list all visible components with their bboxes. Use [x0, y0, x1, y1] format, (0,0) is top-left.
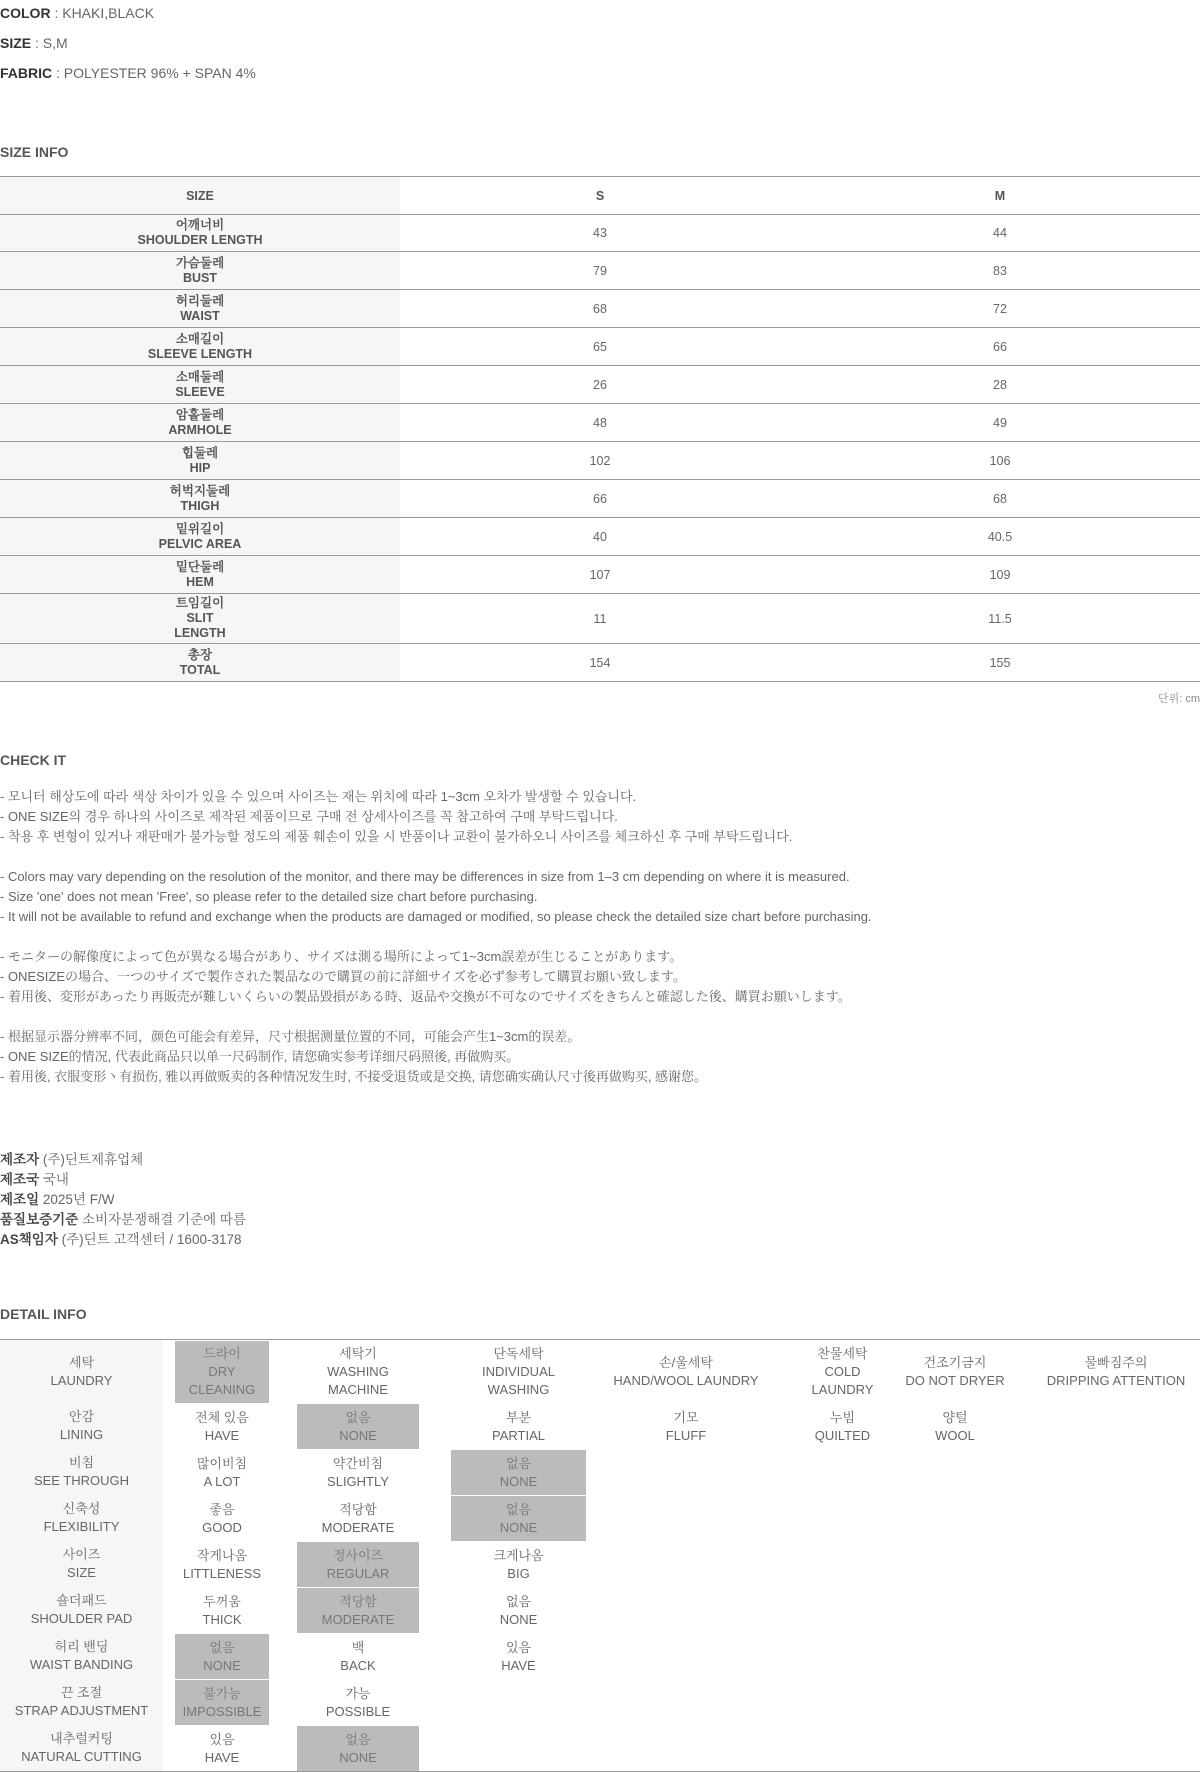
size-value-m: 72 [800, 290, 1200, 328]
header-s: S [400, 177, 800, 215]
detail-row-label [0, 1587, 163, 1633]
detail-option [798, 1341, 887, 1403]
detail-option-text: 없음 [209, 1639, 235, 1655]
detail-label-text: SEE THROUGH [33, 1473, 130, 1488]
detail-option-selected [297, 1588, 419, 1633]
detail-label-text: FLEXIBILITY [43, 1519, 120, 1534]
size-row-label [0, 594, 400, 644]
size-value-m: 49 [800, 404, 1200, 442]
notice-line: - It will not be available to refund and exchange when the products are damaged or modified, so please check the detailed size chart before purchasing. [0, 909, 872, 924]
detail-row-label [0, 1633, 163, 1679]
detail-option-text: 부분 [505, 1409, 532, 1425]
size-value-s: 11 [400, 594, 800, 644]
detail-option [898, 1341, 1012, 1403]
label-ko: 소매길이 [175, 331, 225, 346]
detail-option-text: DO NOT DRYER [905, 1373, 1005, 1388]
detail-option [175, 1404, 269, 1449]
detail-label-text: STRAP ADJUSTMENT [14, 1703, 149, 1718]
detail-option-text: CLEANING [188, 1382, 256, 1397]
detail-label-text: 허리 밴딩 [54, 1639, 109, 1654]
detail-option-text: 찬물세탁 [817, 1346, 868, 1361]
notice-line: - Size 'one' does not mean 'Free', so please refer to the detailed size chart before purchasing. [0, 889, 538, 904]
label-ko: 가슴둘레 [175, 255, 225, 270]
detail-option-text: 있음 [505, 1639, 532, 1655]
detail-option [297, 1450, 419, 1495]
detail-option [451, 1634, 586, 1679]
check-it-title: CHECK IT [0, 752, 67, 768]
label-en: HIP [189, 460, 211, 475]
detail-option [297, 1341, 419, 1403]
detail-option-text: 물빠짐주의 [1084, 1355, 1148, 1370]
notice-line: - 모니터 해상도에 따라 색상 차이가 있을 수 있으며 사이즈는 재는 위치에 따라 1~3cm 오차가 발생할 수 있습니다. [0, 789, 637, 804]
size-row-label [0, 290, 400, 328]
check-it-notes [0, 787, 872, 1107]
detail-option-text: LITTLENESS [182, 1565, 262, 1581]
size-row [0, 328, 1200, 366]
maker-value: 소비자분쟁해결 기준에 따름 [78, 1212, 246, 1227]
size-row [0, 442, 1200, 480]
detail-option-text: 누빔 [829, 1409, 856, 1425]
detail-option-text: 적당함 [339, 1593, 377, 1609]
label-en: TOTAL [179, 662, 221, 677]
notice-line: - ONE SIZE의 경우 하나의 사이즈로 제작된 제품이므로 구매 전 상세사이즈를 꼭 참고하여 구매 부탁드립니다. [0, 809, 618, 824]
label-ko: 힙둘레 [181, 445, 219, 460]
size-value-s: 26 [400, 366, 800, 404]
detail-label-text: SHOULDER PAD [30, 1611, 133, 1626]
detail-option-text: 약간비침 [332, 1455, 384, 1471]
label-en: ARMHOLE [168, 422, 232, 437]
detail-option-selected [175, 1680, 269, 1725]
detail-option [451, 1588, 586, 1633]
detail-option [1032, 1341, 1200, 1403]
maker-info [0, 1150, 246, 1250]
detail-label-text: NATURAL CUTTING [21, 1749, 142, 1764]
label-en: THIGH [180, 498, 220, 513]
label-en: WAIST [180, 308, 220, 323]
detail-option-text: 좋음 [209, 1501, 235, 1517]
maker-value: 2025년 F/W [39, 1192, 115, 1207]
detail-label-text: 끈 조절 [60, 1685, 103, 1700]
detail-option-text: 기모 [673, 1409, 699, 1425]
detail-label-text: LINING [59, 1427, 104, 1442]
detail-option-text: GOOD [202, 1519, 242, 1535]
label-ko: 총장 [187, 647, 213, 662]
size-row-label [0, 644, 400, 682]
detail-option [297, 1680, 419, 1725]
size-row-label [0, 518, 400, 556]
size-row [0, 290, 1200, 328]
detail-option [586, 1404, 786, 1449]
spec-value: : S,M [31, 35, 68, 51]
maker-key: 품질보증기준 [0, 1212, 79, 1227]
detail-option-text: COLD LAUNDRY [811, 1364, 874, 1397]
detail-option-text: 양털 [942, 1409, 968, 1425]
detail-option [175, 1588, 269, 1633]
detail-option-text: THICK [202, 1611, 242, 1627]
detail-option-text: 있음 [209, 1731, 235, 1747]
notice-block [0, 1027, 872, 1087]
detail-option-text: DRY [208, 1364, 236, 1379]
label-ko: 트임길이 [175, 596, 225, 610]
detail-option-text: 적당함 [339, 1501, 377, 1517]
detail-option-text: 드라이 [203, 1346, 241, 1361]
detail-option-text: WASHING MACHINE [327, 1364, 389, 1397]
detail-option-text: 단독세탁 [493, 1346, 544, 1361]
detail-option-text: INDIVIDUAL WASHING [482, 1364, 555, 1397]
detail-info-title: DETAIL INFO [0, 1306, 87, 1322]
detail-option-text: 크게나옴 [493, 1547, 544, 1563]
size-value-m: 109 [800, 556, 1200, 594]
detail-option-text: NONE [203, 1657, 241, 1673]
notice-line: - モニターの解像度によって色が異なる場合があり、サイズは測る場所によって1~3cm誤差が生じることがあります。 [0, 949, 683, 964]
size-row-label [0, 366, 400, 404]
notice-block [0, 787, 872, 847]
detail-label-text: 비침 [68, 1455, 95, 1470]
size-row-label [0, 556, 400, 594]
detail-top-divider [0, 1339, 1200, 1340]
size-row-label [0, 442, 400, 480]
spec-key: SIZE [0, 35, 32, 51]
detail-label-text: 안감 [68, 1409, 95, 1424]
size-row-label [0, 480, 400, 518]
maker-value: 국내 [39, 1172, 69, 1187]
detail-option-text: 작게나옴 [196, 1547, 248, 1563]
detail-option-text: 건조기금지 [923, 1355, 987, 1370]
detail-option-text: 세탁기 [339, 1346, 377, 1361]
detail-option-text: 불가능 [203, 1685, 241, 1701]
detail-option-text: 없음 [505, 1501, 532, 1517]
label-ko: 밑위길이 [175, 521, 225, 536]
detail-label-text: WAIST BANDING [29, 1657, 134, 1672]
detail-option [175, 1496, 269, 1541]
size-value-s: 40 [400, 518, 800, 556]
detail-option-text: WOOL [935, 1427, 975, 1443]
size-value-m: 155 [800, 644, 1200, 682]
detail-option-text: FLUFF [665, 1427, 707, 1443]
size-value-s: 65 [400, 328, 800, 366]
notice-line: - 着用後, 衣服变形丶有损伤, 雅以再做贩卖的各种情况发生时, 不接受退货或是交换, 请您确实确认尺寸後再做购买, 感谢您。 [0, 1069, 708, 1084]
size-value-s: 154 [400, 644, 800, 682]
detail-option-selected [451, 1496, 586, 1541]
size-row-label [0, 252, 400, 290]
detail-option-text: HAVE [204, 1749, 240, 1765]
size-value-m: 40.5 [800, 518, 1200, 556]
detail-option [297, 1496, 419, 1541]
detail-option-text: HAVE [204, 1427, 240, 1443]
size-info-title: SIZE INFO [0, 144, 69, 160]
label-en: SLIT [186, 611, 214, 625]
size-row-label [0, 215, 400, 252]
spec-key: COLOR [0, 5, 51, 21]
maker-value: (주)딘트 고객센터 / 1600-3178 [57, 1232, 242, 1247]
detail-option-text: DRIPPING ATTENTION [1046, 1373, 1186, 1388]
size-table-header [0, 177, 1200, 215]
label-ko: 어깨너비 [175, 218, 225, 232]
detail-row-label [0, 1403, 163, 1449]
maker-line [0, 1210, 246, 1230]
detail-label-text: 사이즈 [62, 1547, 101, 1562]
detail-option-selected [297, 1404, 419, 1449]
notice-line: - Colors may vary depending on the resolution of the monitor, and there may be differences in size from 1–3 cm depending on where it is measured. [0, 869, 850, 884]
size-row [0, 252, 1200, 290]
detail-option-text: 두꺼움 [203, 1593, 241, 1609]
maker-line [0, 1230, 246, 1250]
size-value-m: 68 [800, 480, 1200, 518]
size-table [0, 176, 1200, 682]
detail-option-selected [175, 1341, 269, 1403]
detail-option-text: BIG [507, 1565, 530, 1581]
size-value-m: 106 [800, 442, 1200, 480]
detail-label-text: LAUNDRY [50, 1372, 113, 1388]
size-row [0, 366, 1200, 404]
detail-option-text: QUILTED [814, 1427, 871, 1443]
size-value-m: 28 [800, 366, 1200, 404]
notice-line: - ONE SIZE的情况, 代表此商品只以单一尺码制作, 请您确实参考详细尺码照後, 再做购买。 [0, 1049, 520, 1064]
detail-option-text: NONE [499, 1611, 538, 1627]
maker-line [0, 1190, 246, 1210]
size-value-s: 43 [400, 215, 800, 252]
label-ko: 허리둘레 [175, 293, 225, 308]
detail-label-text: SIZE [67, 1565, 96, 1580]
spec-fabric [0, 65, 256, 81]
size-row [0, 644, 1200, 682]
detail-label-text: 숄더패드 [56, 1593, 107, 1608]
detail-row-label [0, 1495, 163, 1541]
spec-value: : KHAKI,BLACK [50, 5, 155, 21]
detail-option-text: NONE [339, 1427, 377, 1443]
size-value-m: 11.5 [800, 594, 1200, 644]
spec-key: FABRIC [0, 65, 53, 81]
detail-option-text: 전체 있음 [195, 1409, 249, 1425]
size-value-s: 48 [400, 404, 800, 442]
label-ko: 암홀둘레 [175, 407, 225, 422]
detail-option [175, 1450, 269, 1495]
size-row-label [0, 328, 400, 366]
detail-option-text: PARTIAL [492, 1427, 545, 1443]
spec-color [0, 5, 154, 21]
size-value-s: 102 [400, 442, 800, 480]
notice-line: - 착용 후 변형이 있거나 재판매가 불가능할 정도의 제품 훼손이 있을 시 반품이나 교환이 불가하오니 사이즈를 체크하신 후 구매 부탁드립니다. [0, 829, 793, 844]
detail-option-text: POSSIBLE [325, 1703, 391, 1719]
notice-line: - 着用後、変形があったり再販売が難しいくらいの製品毀損がある時、返品や交換が不可なのでサイズをきちんと確認した後、購買お願いします。 [0, 989, 851, 1004]
detail-option-text: BACK [340, 1657, 376, 1673]
unit-note: 단위: cm [1157, 693, 1200, 705]
label-ko: 허벅지둘레 [169, 483, 231, 498]
maker-key: 제조일 [0, 1192, 40, 1207]
maker-value: (주)딘트제휴업체 [39, 1152, 144, 1167]
detail-option [451, 1341, 586, 1403]
detail-option-text: 가능 [345, 1685, 371, 1701]
detail-row-label [0, 1449, 163, 1495]
detail-row-label [0, 1340, 163, 1403]
detail-option-selected [175, 1634, 269, 1679]
detail-option-text: 없음 [345, 1731, 371, 1747]
detail-option-text: NONE [499, 1473, 538, 1489]
spec-size [0, 35, 68, 51]
detail-option-text: 없음 [345, 1409, 371, 1425]
detail-option-text: IMPOSSIBLE [182, 1703, 262, 1719]
size-row-label [0, 404, 400, 442]
label-en: PELVIC AREA [158, 536, 242, 551]
label-en: HEM [186, 574, 214, 589]
detail-label-text: 내추럴커팅 [50, 1731, 113, 1746]
detail-option-text: HAVE [501, 1657, 536, 1673]
detail-option [586, 1341, 786, 1403]
notice-block [0, 947, 872, 1007]
maker-key: 제조자 [0, 1152, 40, 1167]
detail-option [297, 1634, 419, 1679]
detail-option-text: 없음 [505, 1593, 532, 1609]
detail-label-text: 신축성 [62, 1501, 101, 1516]
detail-label-text: 세탁 [68, 1354, 95, 1370]
detail-option-selected [297, 1542, 419, 1587]
detail-option-selected [451, 1450, 586, 1495]
detail-option-text: HAND/WOOL LAUNDRY [613, 1373, 759, 1388]
detail-option [175, 1542, 269, 1587]
size-row [0, 594, 1200, 644]
size-value-s: 66 [400, 480, 800, 518]
size-row [0, 215, 1200, 252]
size-row [0, 480, 1200, 518]
size-row [0, 518, 1200, 556]
detail-option [451, 1542, 586, 1587]
detail-option-selected [297, 1726, 419, 1771]
notice-block [0, 867, 872, 927]
maker-line [0, 1170, 246, 1190]
size-value-s: 107 [400, 556, 800, 594]
detail-option [798, 1404, 887, 1449]
maker-key: 제조국 [0, 1172, 40, 1187]
detail-option-text: NONE [499, 1519, 538, 1535]
detail-option [898, 1404, 1012, 1449]
label-en: LENGTH [174, 626, 226, 640]
detail-row-label [0, 1541, 163, 1587]
size-value-m: 44 [800, 215, 1200, 252]
notice-line: - 根据显示器分辨率不同，颜色可能会有差异，尺寸根据测量位置的不同，可能会产生1~3cm的误差。 [0, 1029, 581, 1044]
header-size: SIZE [0, 177, 400, 215]
detail-option-text: NONE [339, 1749, 377, 1765]
label-ko: 소매둘레 [175, 369, 225, 384]
detail-option-text: MODERATE [321, 1611, 395, 1627]
label-en: BUST [182, 270, 218, 285]
detail-option-text: 없음 [505, 1455, 532, 1471]
label-en: SLEEVE LENGTH [147, 346, 253, 361]
size-value-m: 83 [800, 252, 1200, 290]
size-row [0, 556, 1200, 594]
detail-option-text: 많이비침 [196, 1455, 248, 1471]
maker-line [0, 1150, 246, 1170]
size-value-s: 68 [400, 290, 800, 328]
maker-key: AS책임자 [0, 1232, 58, 1247]
size-value-m: 66 [800, 328, 1200, 366]
detail-option-text: SLIGHTLY [327, 1473, 389, 1489]
size-row [0, 404, 1200, 442]
label-ko: 밑단둘레 [175, 559, 225, 574]
detail-option-text: A LOT [203, 1473, 241, 1489]
size-value-s: 79 [400, 252, 800, 290]
detail-row-label [0, 1725, 163, 1771]
notice-line: - ONESIZEの場合、一つのサイズで製作された製品なので購買の前に詳細サイズを必ず参考して購買お願い致します。 [0, 969, 686, 984]
detail-option [451, 1404, 586, 1449]
detail-bottom-divider [0, 1771, 1200, 1772]
label-en: SLEEVE [175, 384, 225, 399]
detail-option-text: 손/울세탁 [659, 1355, 713, 1370]
header-m: M [800, 177, 1200, 215]
spec-value: : POLYESTER 96% + SPAN 4% [52, 65, 256, 81]
detail-option-text: MODERATE [321, 1519, 395, 1535]
label-en: SHOULDER LENGTH [137, 233, 263, 247]
detail-option-text: 정사이즈 [332, 1547, 384, 1563]
detail-option [175, 1726, 269, 1771]
detail-row-label [0, 1679, 163, 1725]
detail-option-text: 백 [351, 1639, 365, 1655]
detail-option-text: REGULAR [326, 1565, 390, 1581]
